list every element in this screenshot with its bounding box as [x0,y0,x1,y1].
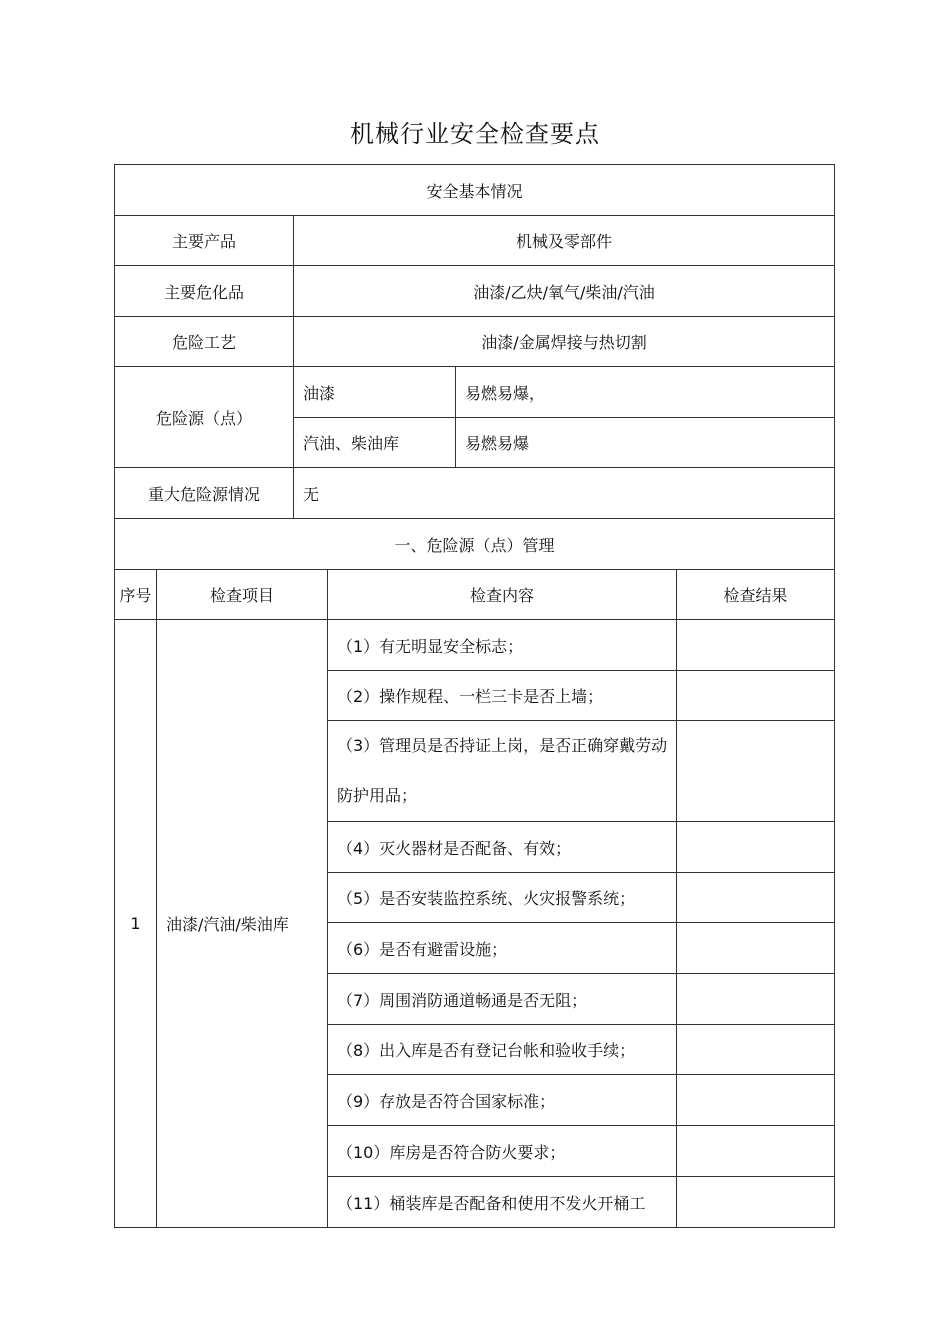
check-content-7: （7）周围消防通道畅通是否无阻； [328,974,677,1025]
check-result-8[interactable] [677,1025,835,1075]
major-hazard-value: 无 [294,468,835,519]
check-result-5[interactable] [677,873,835,923]
check-content-5: （5）是否安装监控系统、火灾报警系统； [328,873,677,923]
check-content-2: （2）操作规程、一栏三卡是否上墙； [328,671,677,721]
check-result-11[interactable] [677,1177,835,1228]
hazard-label: 危险源（点） [115,367,294,468]
check-result-4[interactable] [677,822,835,873]
col-header-no: 序号 [115,570,157,620]
row-value-process: 油漆/金属焊接与热切割 [294,317,835,367]
group-item: 油漆/汽油/柴油库 [157,620,328,1228]
row-label-chemicals: 主要危化品 [115,266,294,317]
col-header-item: 检查项目 [157,570,328,620]
group-number: 1 [115,620,157,1228]
check-content-10: （10）库房是否符合防火要求； [328,1126,677,1177]
row-label-process: 危险工艺 [115,317,294,367]
row-value-chemicals: 油漆/乙炔/氧气/柴油/汽油 [294,266,835,317]
hazard-desc-fuel: 易燃易爆 [456,418,835,468]
row-value-products: 机械及零部件 [294,216,835,266]
major-hazard-label: 重大危险源情况 [115,468,294,519]
check-result-1[interactable] [677,620,835,671]
col-header-content: 检查内容 [328,570,677,620]
check-content-6: （6）是否有避雷设施； [328,923,677,974]
basic-heading: 安全基本情况 [115,165,835,216]
col-header-result: 检查结果 [677,570,835,620]
hazard-name-paint: 油漆 [294,367,456,418]
check-content-11: （11）桶装库是否配备和使用不发火开桶工 [328,1177,677,1228]
hazard-desc-paint: 易燃易爆， [456,367,835,418]
section-heading: 一、危险源（点）管理 [115,519,835,570]
check-content-1: （1）有无明显安全标志； [328,620,677,671]
hazard-name-fuel: 汽油、柴油库 [294,418,456,468]
check-result-3[interactable] [677,721,835,822]
document-title: 机械行业安全检查要点 [350,120,600,148]
check-result-7[interactable] [677,974,835,1025]
check-content-4: （4）灭火器材是否配备、有效； [328,822,677,873]
check-result-2[interactable] [677,671,835,721]
check-result-9[interactable] [677,1075,835,1126]
check-result-10[interactable] [677,1126,835,1177]
row-label-products: 主要产品 [115,216,294,266]
check-result-6[interactable] [677,923,835,974]
safety-check-table [114,164,835,1228]
check-content-9: （9）存放是否符合国家标准； [328,1075,677,1126]
check-content-8: （8）出入库是否有登记台帐和验收手续； [328,1025,677,1075]
check-content-3: （3）管理员是否持证上岗，是否正确穿戴劳动防护用品； [328,721,677,822]
